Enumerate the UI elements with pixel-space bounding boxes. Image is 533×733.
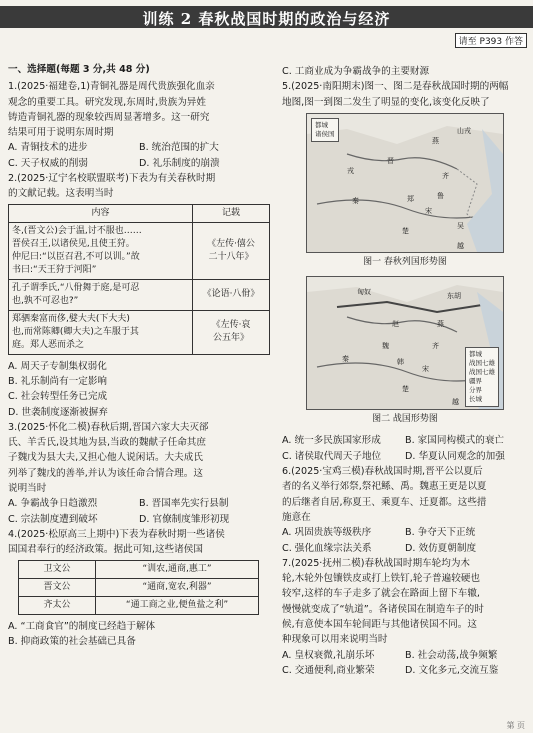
map-label: 秦 [342,355,349,364]
q4-stem-line: 4.(2025·松原高三上期中)下表为春秋时期一些诸侯 [8,528,225,540]
q2-stem-line: 的文献记载。这表明当时 [8,188,114,200]
map-label: 吴 [457,221,464,230]
q6-stem-line: 的后继者自居,称夏王、乘夏车、迁夏都。这些措 [282,496,487,508]
map-label: 山戎 [457,126,471,135]
q5-option-a[interactable]: A. 统一多民族国家形成 [282,435,381,447]
page-title: 训练 2 春秋战国时期的政治与经济 [142,10,391,28]
q2-option-d[interactable]: D. 世袭制度逐渐被摒弃 [8,406,108,418]
q2-table-header: 记载 [193,204,270,222]
map-label: 韩 [397,358,404,367]
q7-option-d[interactable]: D. 文化多元,交流互鉴 [405,664,499,676]
q2-row1-source: 二十八年》 [208,251,254,262]
map-label: 魏 [382,342,389,351]
q1-stem-line: 观念的重要工具。研究发现,东周时,贵族为异姓 [8,96,206,108]
q2-row2-text: 孔子谓季氏,“八佾舞于庭,是可忍 [12,282,140,293]
map-label: 越 [457,241,464,250]
q2-option-a[interactable]: A. 周天子专制集权弱化 [8,360,107,372]
legend-item: 战国七雄 [469,368,495,377]
q2-row3-source: 公五年》 [212,333,249,344]
q2-row3-text: 庭。郑人恶而杀之 [12,339,85,350]
q2-row2-text: 也,孰不可忍也?” [12,295,79,306]
map-label: 宋 [425,206,432,215]
question-4 [8,527,270,649]
legend-item: 战国七雄 [469,359,495,368]
map-label: 宋 [422,365,429,374]
q6-option-a[interactable]: A. 巩固贵族等级秩序 [282,527,372,539]
q2-option-c[interactable]: C. 社会转型任务已完成 [8,391,108,403]
q3-option-a[interactable]: A. 争霸战争日趋激烈 [8,498,98,510]
q1-option-a[interactable]: A. 青铜技术的进步 [8,142,88,154]
map-label: 晋 [387,156,394,165]
q2-row3-text: 也,而常陈卿(卿大夫)之车服于其 [12,326,139,337]
q2-option-b[interactable]: B. 礼乐制尚有一定影响 [8,375,108,387]
map-label: 鲁 [437,191,444,200]
q5-option-c[interactable]: C. 诸侯取代周天子地位 [282,450,382,462]
legend-item: 诸侯国 [315,129,335,138]
q3-stem-line: 子魏戊为县大夫,又担心他人说闲话。大夫成氏 [8,452,203,464]
q3-option-c[interactable]: C. 宗法制度遭到破坏 [8,513,98,525]
map-label: 齐 [442,171,449,180]
q6-option-b[interactable]: B. 争夺天下正统 [405,527,476,539]
q1-option-b[interactable]: B. 统治范围的扩大 [139,142,219,154]
legend-item: 都城 [469,350,482,359]
q4-policy: “通商,宽农,利器” [96,578,259,596]
map-spring-autumn [306,113,504,253]
map-label: 燕 [432,136,439,145]
q7-option-a[interactable]: A. 皇权衰微,礼崩乐坏 [282,649,375,661]
q7-stem-line: 种现象可以用来说明当时 [282,634,388,646]
map-label: 秦 [352,196,359,205]
legend-item: 分界 [469,386,482,395]
legend-item: 都城 [315,120,328,129]
q6-option-c[interactable]: C. 强化血缘宗法关系 [282,542,372,554]
map2-legend [465,347,499,407]
question-2 [8,171,270,420]
q2-row3-source: 《左传·哀 [211,320,251,331]
q7-stem-line: 7.(2025·抚州二模)春秋战国时期车轮均为木 [282,557,471,569]
q5-stem-line: 地图,图一到图二发生了明显的变化,该变化反映了 [282,96,490,108]
map-label: 赵 [392,320,399,329]
title-bar [0,6,533,28]
q4-option-c[interactable]: C. 工商业成为争霸战争的主要财源 [282,66,430,77]
question-3 [8,420,270,527]
answer-page-hint: 请至 P393 作答 [455,33,527,48]
map-label: 齐 [432,342,439,351]
q2-row1-source: 《左传·僖公 [207,238,255,249]
table-row [9,222,270,279]
q4-ruler: 齐太公 [19,596,96,614]
map-label: 东胡 [447,292,461,301]
q2-row1-text: 晋侯召王,以诸侯见,且使王狩。 [12,238,135,249]
table-row [19,560,259,578]
question-7 [282,556,528,678]
question-1 [8,79,270,171]
q6-option-d[interactable]: D. 效仿夏朝制度 [405,542,477,554]
question-6 [282,464,528,556]
map-warring-states [306,276,504,410]
q2-table [8,204,270,355]
q6-stem-line: 6.(2025·宝鸡三模)春秋战国时期,晋平公以夏后 [282,466,483,478]
q4-option-a[interactable]: A. “工商食官”的制度已经趋于解体 [8,620,156,632]
q5-stem-line: 5.(2025·南阳期末)图一、图二是春秋战国时期的两幅 [282,81,509,93]
q4-stem-line: 国国君奉行的经济政策。据此可知,这些诸侯国 [8,544,203,556]
q1-option-d[interactable]: D. 礼乐制度的崩溃 [139,157,220,169]
q3-stem-line: 列举了魏戊的善举,并认为该任命合情合理。这 [8,467,203,479]
q7-stem-line: 较窄,这样的车子走多了就会在路面上留下车辙, [282,588,480,600]
q5-option-d[interactable]: D. 华夏认同观念的加强 [405,450,505,462]
q4-ruler: 卫文公 [19,560,96,578]
q1-option-c[interactable]: C. 天子权威的削弱 [8,157,88,169]
map-label: 越 [452,398,459,407]
q2-row1-text: 书曰:“天王狩于河阳” [12,264,97,275]
legend-item: 疆界 [469,377,482,386]
q2-row3-text: 郑驷秦富而侈,嬖大夫(下大夫) [12,313,130,324]
map-label: 匈奴 [357,288,371,297]
map1-caption: 图一 春秋列国形势图 [363,256,447,267]
q4-policy: “训农,通商,惠工” [96,560,259,578]
q3-option-b[interactable]: B. 晋国率先实行县制 [139,498,229,510]
q3-option-d[interactable]: D. 官僚制度雏形初现 [139,513,230,525]
q3-stem-line: 说明当时 [8,483,47,495]
map-label: 楚 [402,226,409,235]
q6-stem-line: 者的名义举行郊祭,祭祀鲧、禹。魏惠王更是以夏 [282,481,487,493]
q7-stem-line: 轮,木轮外包镶铁皮或打上铁钉,轮子普遍较硬也 [282,573,480,585]
q6-stem-line: 施意在 [282,511,311,523]
q4-table [18,560,259,615]
q1-stem-line: 1.(2025·福建卷,1)青铜礼器是周代贵族强化血亲 [8,81,215,93]
table-row [9,279,270,310]
map-label: 郑 [407,194,414,203]
legend-item: 长城 [469,395,482,404]
map-label: 戎 [347,166,354,175]
q3-stem-line: 氏、羊舌氏,设其地为县,当政的魏献子任命其庶 [8,437,206,449]
map-label: 燕 [437,320,444,329]
left-column [8,50,270,649]
q4-policy: “通工商之业,便鱼盐之利” [96,596,259,614]
q7-option-c[interactable]: C. 交通便利,商业繁荣 [282,664,375,676]
q2-row2-source: 《论语·八佾》 [202,289,260,300]
table-row [19,596,259,614]
page-footer: 第 页 [506,721,525,730]
table-row [19,578,259,596]
map1-legend [311,118,339,142]
q2-stem-line: 2.(2025·辽宁名校联盟联考)下表为有关春秋时期 [8,173,216,185]
q3-stem-line: 3.(2025·怀化二模)春秋后期,晋国六家大夫灭郤 [8,421,209,433]
section-heading: 一、选择题(每题 3 分,共 48 分) [8,64,150,75]
q2-table-header: 内容 [9,204,193,222]
q1-stem-line: 结果可用于说明东周时期 [8,127,114,139]
table-row [9,310,270,354]
q7-option-b[interactable]: B. 社会动荡,战争频繁 [405,649,498,661]
right-column [282,64,528,678]
q2-row1-text: 仲尼曰:“以臣召君,不可以训。”故 [12,251,140,262]
question-5 [282,79,528,464]
map2-caption: 图二 战国形势图 [372,414,438,425]
q1-stem-line: 铸造青铜礼器的现象较西周显著增多。这一研究 [8,111,210,123]
q7-stem-line: 慢慢就变成了“轨道”。各诸侯国在制造车子的时 [282,603,484,615]
map-label: 楚 [402,385,409,394]
q7-stem-line: 候,有意使本国车轮间距与其他诸侯国不同。这 [282,619,477,631]
q5-option-b[interactable]: B. 家国同构模式的衰亡 [405,435,505,447]
q4-option-b[interactable]: B. 抑商政策的社会基础已具备 [8,635,136,647]
q2-row1-text: 冬,(晋文公)会于温,讨不服也…… [12,225,142,236]
q4-ruler: 晋文公 [19,578,96,596]
